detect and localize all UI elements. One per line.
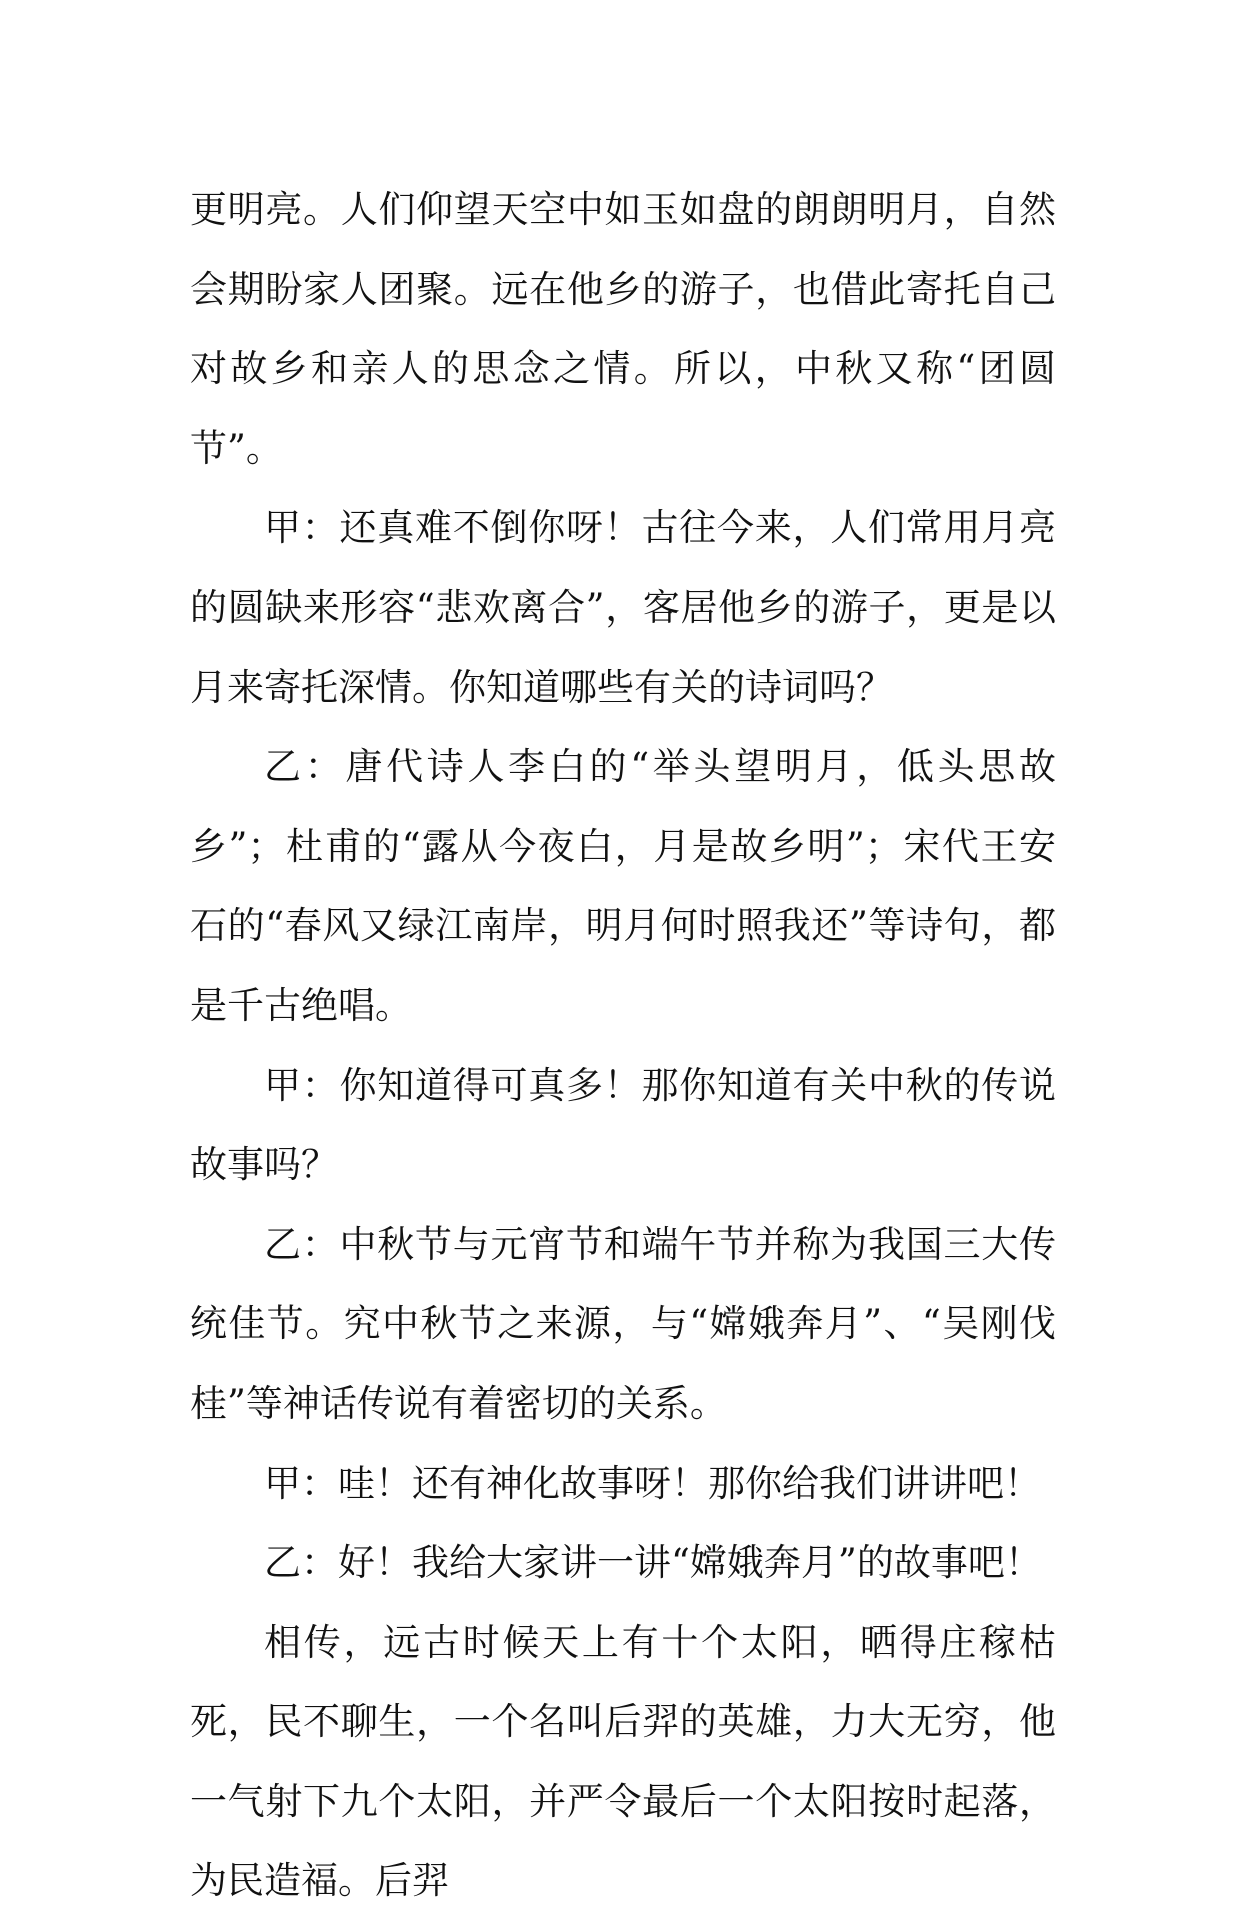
document-body — [190, 170, 1056, 1921]
paragraph-6: 甲：哇！还有神化故事呀！那你给我们讲讲吧！ — [264, 1461, 1041, 1505]
paragraph-3: 乙：唐代诗人李白的“举头望明月，低头思故乡”；杜甫的“露从今夜白，月是故乡明”；宋代王安石的“春风又绿江南岸，明月何时照我还”等诗句，都是千古绝唱。 — [190, 745, 1056, 1027]
paragraph-2: 甲：还真难不倒你呀！古往今来，人们常用月亮的圆缺来形容“悲欢离合”，客居他乡的游子，更是以月来寄托深情。你知道哪些有关的诗词吗？ — [190, 506, 1056, 709]
paragraph-4: 甲：你知道得可真多！那你知道有关中秋的传说故事吗？ — [190, 1063, 1056, 1187]
paragraph-8: 相传，远古时候天上有十个太阳，晒得庄稼枯死，民不聊生，一个名叫后羿的英雄，力大无穷，他一气射下九个太阳，并严令最后一个太阳按时起落，为民造福。后羿 — [190, 1620, 1056, 1903]
paragraph-7: 乙：好！我给大家讲一讲“嫦娥奔月”的故事吧！ — [264, 1541, 1042, 1585]
paragraph-5: 乙：中秋节与元宵节和端午节并称为我国三大传统佳节。究中秋节之来源，与“嫦娥奔月”、“吴刚伐桂”等神话传说有着密切的关系。 — [190, 1222, 1056, 1425]
paragraph-1: 更明亮。人们仰望天空中如玉如盘的朗朗明月，自然会期盼家人团聚。远在他乡的游子，也借此寄托自己对故乡和亲人的思念之情。所以，中秋又称“团圆节”。 — [190, 188, 1056, 470]
